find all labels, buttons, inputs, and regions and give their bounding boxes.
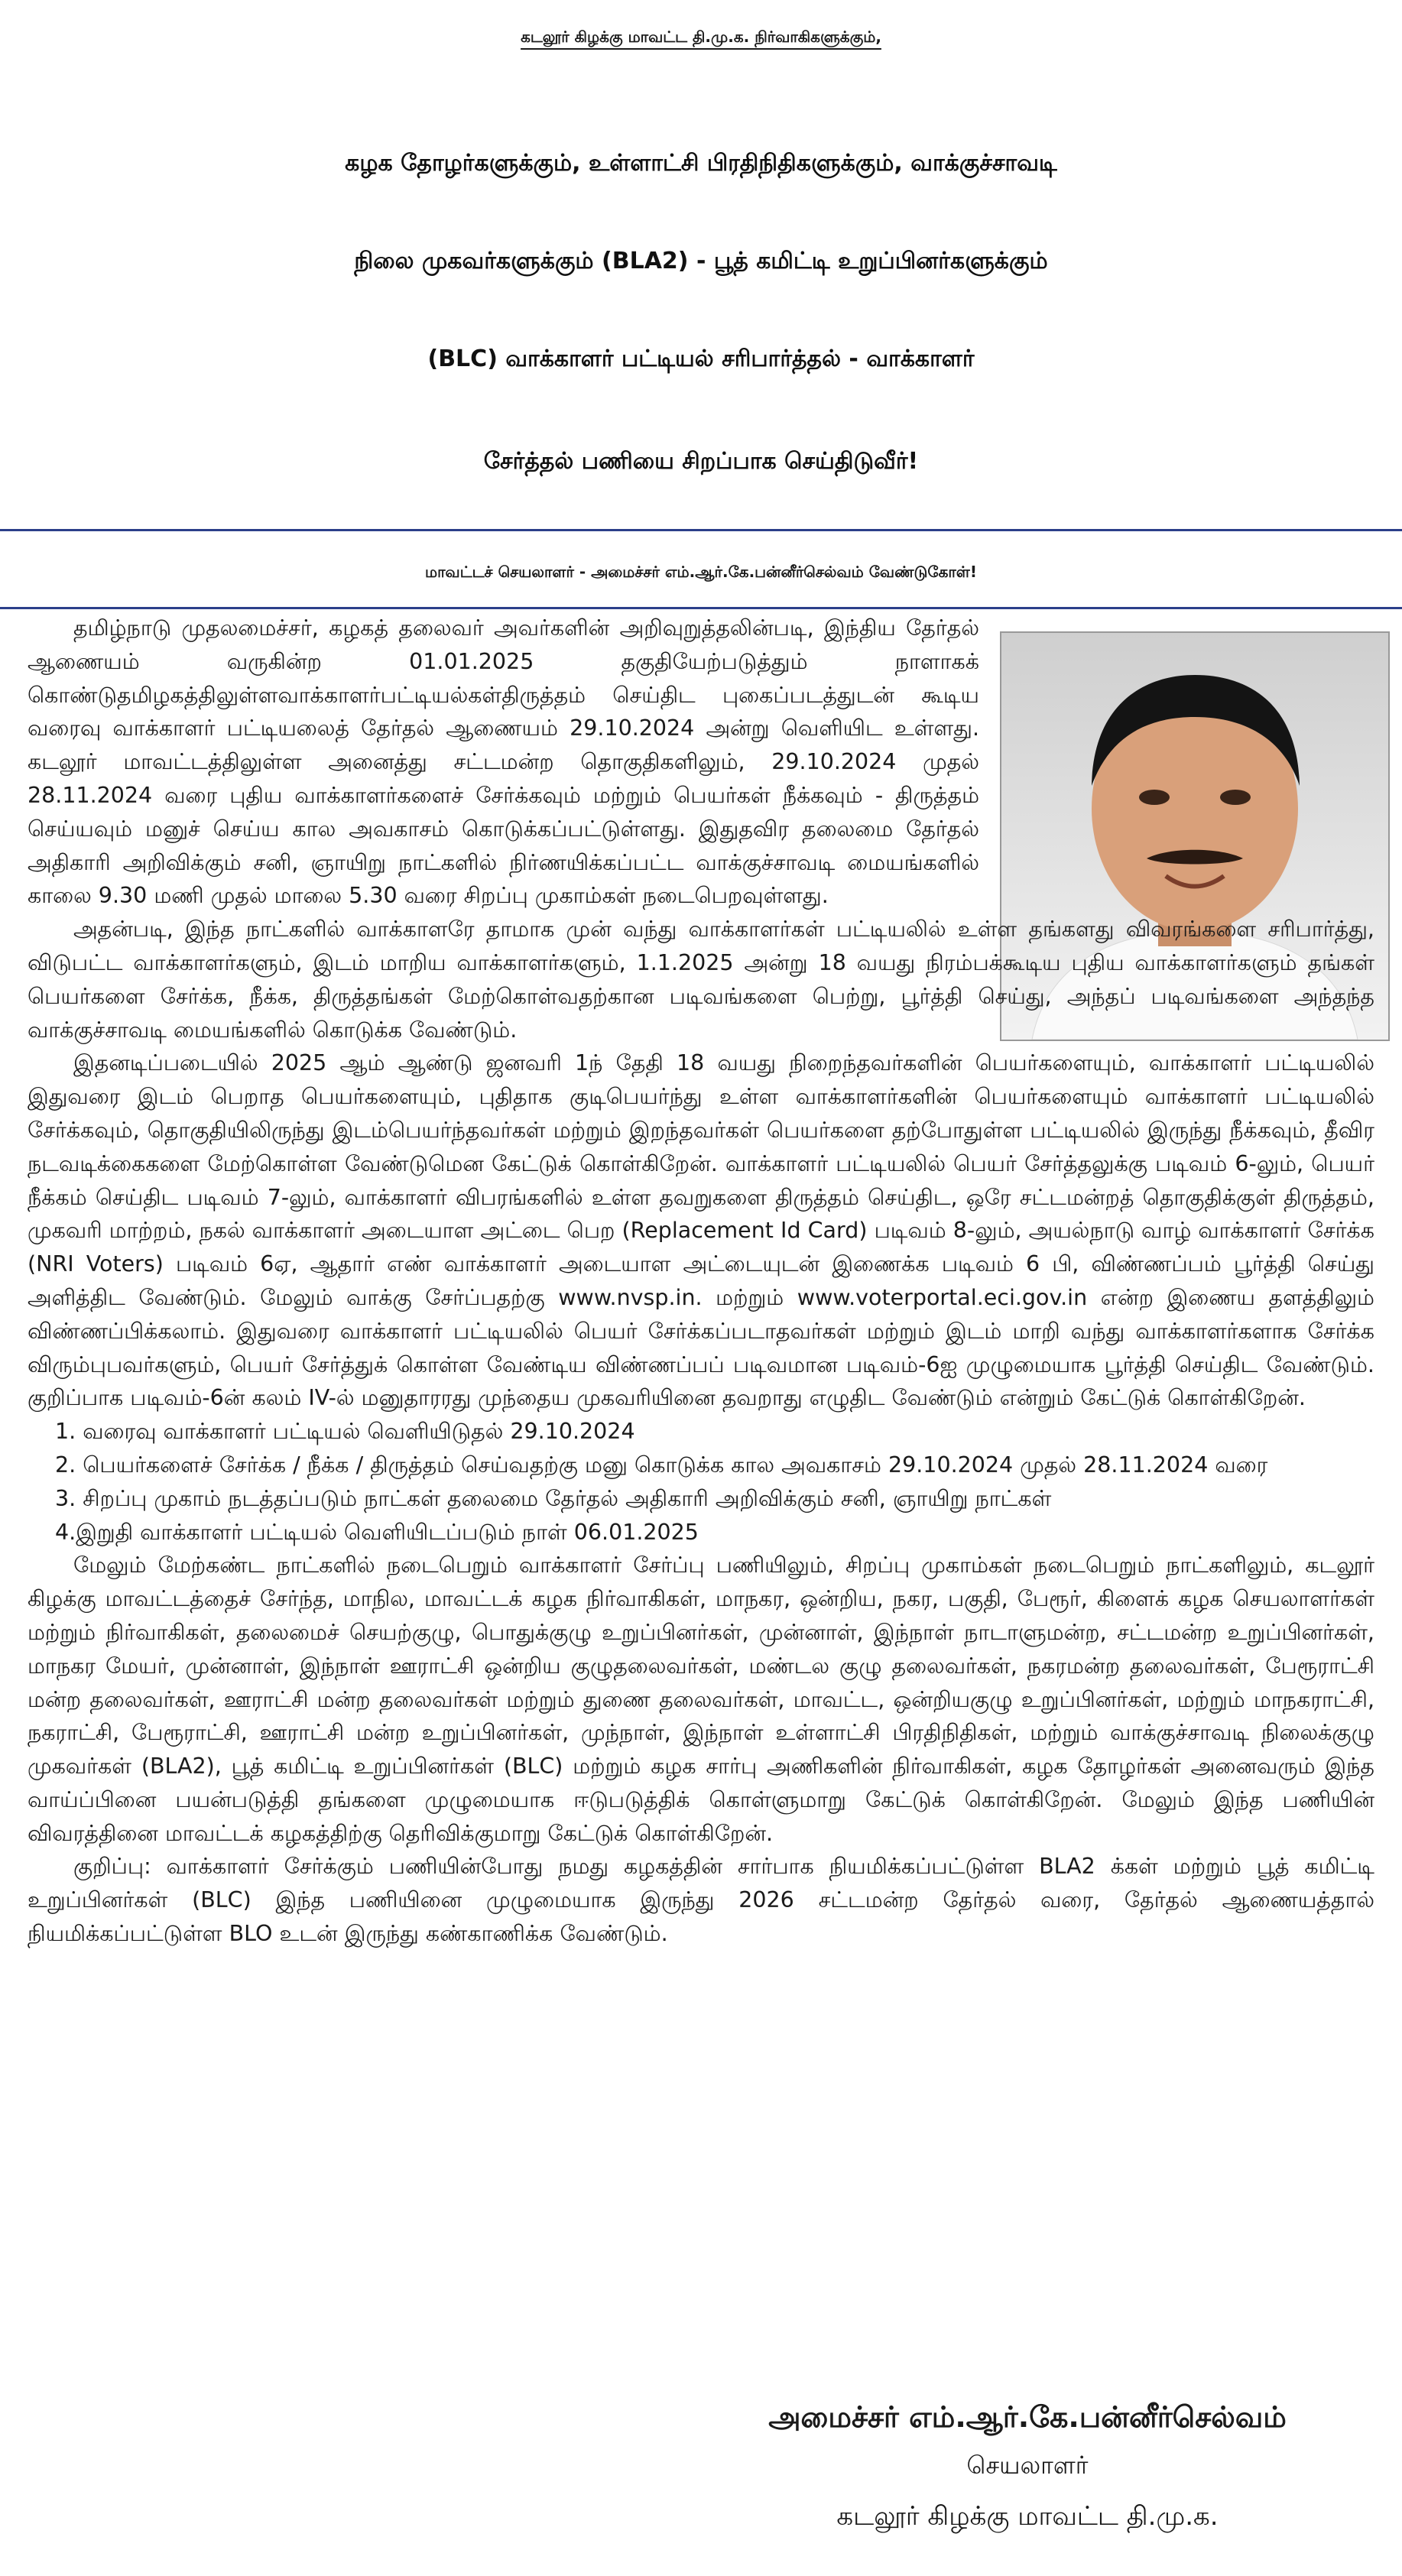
signatory-role: செயலாளர்	[966, 2451, 1089, 2480]
list-item: 3. சிறப்பு முகாம் நடத்தப்படும் நாட்கள் தலைமை தேர்தல் அதிகாரி அறிவிக்கும் சனி, ஞாயிறு நாட்கள்	[55, 1485, 1052, 1511]
subhead: மாவட்டச் செயலாளர் - அமைச்சர் எம்.ஆர்.கே.பன்னீர்செல்வம் வேண்டுகோள்!	[425, 563, 977, 581]
list-item: 2. பெயர்களைச் சேர்க்க / நீக்க / திருத்தம் செய்வதற்கு மனு கொடுக்க கால அவகாசம் 29.10.2024 முதல் 28.11.2024 வரை	[55, 1452, 1268, 1478]
note-paragraph: குறிப்பு: வாக்காளர் சேர்க்கும் பணியின்போது நமது கழகத்தின் சார்பாக நியமிக்கப்பட்டுள்ள BLA2 க்கள் மற்றும் பூத் கமிட்டி உறுப்பினர்கள் (BLC) இந்த பணியினை முழுமையாக இருந்து 2026 சட்டமன்ற தேர்தல் வரை, தேர்தல் ஆணையத்தால் நியமிக்கப்பட்டுள்ள BLO உடன் இருந்து கண்காணிக்க வேண்டும்.	[28, 1854, 1374, 1947]
divider-top	[0, 529, 1402, 531]
headline-line-1: கழக தோழர்களுக்கும், உள்ளாட்சி பிரதிநிதிகளுக்கும், வாக்குச்சாவடி	[345, 150, 1057, 177]
signatory-org: கடலூர் கிழக்கு மாவட்ட தி.மு.க.	[836, 2501, 1219, 2532]
paragraph-2: அதன்படி, இந்த நாட்களில் வாக்காளரே தாமாக முன் வந்து வாக்காளர்கள் பட்டியலில் உள்ள தங்களது விவரங்களை சரிபார்த்து, விடுபட்ட வாக்காளர்களும், இடம் மாறிய வாக்காளர்களும், 1.1.2025 அன்று 18 வயது நிரம்பக்கூடிய புதிய வாக்காளர்களும் தங்கள் பெயர்களை சேர்க்க, நீக்க, திருத்தங்கள் மேற்கொள்வதற்கான படிவங்களை பெற்று, பூர்த்தி செய்து, அந்தப் படிவங்களை அந்தந்த வாக்குச்சாவடி மையங்களில் கொடுக்க வேண்டும்.	[28, 917, 1374, 1043]
headline-line-2: நிலை முகவர்களுக்கும் (BLA2) - பூத் கமிட்டி உறுப்பினர்களுக்கும்	[354, 248, 1048, 274]
headline	[8, 115, 1394, 515]
signatory-name: அமைச்சர் எம்.ஆர்.கே.பன்னீர்செல்வம்	[768, 2400, 1287, 2434]
headline-line-4: சேர்த்தல் பணியை சிறப்பாக செய்திடுவீர்!	[483, 448, 919, 475]
signature-block	[683, 2393, 1371, 2544]
divider-bottom	[0, 607, 1402, 609]
list-item: 1. வரைவு வாக்காளர் பட்டியல் வெளியிடுதல் 29.10.2024	[55, 1419, 635, 1445]
list-item: 4.இறுதி வாக்காளர் பட்டியல் வெளியிடப்படும் நாள் 06.01.2025	[55, 1519, 699, 1545]
paragraph-3: இதனடிப்படையில் 2025 ஆம் ஆண்டு ஜனவரி 1ந் தேதி 18 வயது நிறைந்தவர்களின் பெயர்களையும், வாக்காளர் பட்டியலில் இதுவரை இடம் பெறாத பெயர்களையும், புதிதாக குடிபெயர்ந்து உள்ள வாக்காளர்களின் பெயர்களையும் வாக்காளர் பட்டியலில் சேர்க்கவும், தொகுதியிலிருந்து இடம்பெயர்ந்தவர்கள் மற்றும் இறந்தவர்கள் பெயர்களை தற்போதுள்ள பட்டியலில் இருந்து நீக்கவும், தீவிர நடவடிக்கைகளை மேற்கொள்ள வேண்டுமென கேட்டுக் கொள்கிறேன். வாக்காளர் பட்டியலில் பெயர் சேர்த்தலுக்கு படிவம் 6-லும், பெயர் நீக்கம் செய்திட படிவம் 7-லும், வாக்காளர் விபரங்களில் உள்ள தவறுகளை திருத்தம் செய்திட, ஒரே சட்டமன்றத் தொகுதிக்குள் திருத்தம், முகவரி மாற்றம், நகல் வாக்காளர் அடையாள அட்டை பெற (Replacement Id Card) படிவம் 8-லும், அயல்நாடு வாழ் வாக்காளர் சேர்க்க (NRI Voters) படிவம் 6ஏ, ஆதார் எண் வாக்காளர் அடையாள அட்டையுடன் இணைக்க படிவம் 6 பி, விண்ணப்பம் பூர்த்தி செய்து அளித்திட வேண்டும். மேலும் வாக்கு சேர்ப்பதற்கு www.nvsp.in. மற்றும் www.voterportal.eci.gov.in என்ற இணைய தளத்திலும் விண்ணப்பிக்கலாம். இதுவரை வாக்காளர் பட்டியலில் பெயர் சேர்க்கப்படாதவர்கள் மற்றும் இடம் மாறி வந்து வாக்காளர்களாக சேர்க்க விரும்புபவர்களும், பெயர் சேர்த்துக் கொள்ள வேண்டிய விண்ணப்பப் படிவமான படிவம்-6ஐ முழுமையாக பூர்த்தி செய்திட வேண்டும். குறிப்பாக படிவம்-6ன் கலம் IV-ல் மனுதாரரது முந்தைய முகவரியினை தவறாது எழுதிட வேண்டும் என்றும் கேட்டுக் கொள்கிறேன்.	[28, 1050, 1374, 1411]
schedule-list	[28, 1415, 1374, 1549]
top-line: கடலூர் கிழக்கு மாவட்ட தி.மு.க. நிர்வாகிகளுக்கும்,	[521, 28, 881, 46]
headline-line-3: (BLC) வாக்காளர் பட்டியல் சரிபார்த்தல் - வாக்காளர்	[427, 346, 975, 372]
paragraph-4: மேலும் மேற்கண்ட நாட்களில் நடைபெறும் வாக்காளர் சேர்ப்பு பணியிலும், சிறப்பு முகாம்கள் நடைபெறும் நாட்களிலும், கடலூர் கிழக்கு மாவட்டத்தைச் சேர்ந்த, மாநில, மாவட்டக் கழக நிர்வாகிகள், மாநகர, ஒன்றிய, நகர, பகுதி, பேரூர், கிளைக் கழக செயலாளர்கள் மற்றும் நிர்வாகிகள், தலைமைச் செயற்குழு, பொதுக்குழு உறுப்பினர்கள், முன்னாள், இந்நாள் நாடாளுமன்ற, சட்டமன்ற உறுப்பினர்கள், மாநகர மேயர், முன்னாள், இந்நாள் ஊராட்சி ஒன்றிய குழுதலைவர்கள், மண்டல குழு தலைவர்கள், நகரமன்ற தலைவர்கள், பேரூராட்சி மன்ற தலைவர்கள், ஊராட்சி மன்ற தலைவர்கள் மற்றும் துணை தலைவர்கள், மாவட்ட, ஒன்றியகுழு உறுப்பினர்கள், மற்றும் மாநகராட்சி, நகராட்சி, பேரூராட்சி, ஊராட்சி மன்ற உறுப்பினர்கள், முந்நாள், இந்நாள் உள்ளாட்சி பிரதிநிதிகள், மற்றும் வாக்குச்சாவடி நிலைக்குழு முகவர்கள் (BLA2), பூத் கமிட்டி உறுப்பினர்கள் (BLC) மற்றும் கழக சார்பு அணிகளின் நிர்வாகிகள், கழக தோழர்கள் அனைவரும் இந்த வாய்ப்பினை பயன்படுத்தி தங்களை முழுமையாக ஈடுபடுத்திக் கொள்ளுமாறு கேட்டுக் கொள்கிறேன். மேலும் இந்த பணியின் விவரத்தினை மாவட்டக் கழகத்திற்கு தெரிவிக்குமாறு கேட்டுக் கொள்கிறேன்.	[28, 1552, 1374, 1846]
article-body	[28, 612, 1374, 1951]
paragraph-1: தமிழ்நாடு முதலமைச்சர், கழகத் தலைவர் அவர்களின் அறிவுறுத்தலின்படி, இந்திய தேர்தல் ஆணையம் வருகின்ற 01.01.2025 தகுதியேற்படுத்தும் நாளாகக் கொண்டுதமிழகத்திலுள்ளவாக்காளர்பட்டியல்கள்திருத்தம் செய்திட புகைப்படத்துடன் கூடிய வரைவு வாக்காளர் பட்டியலைத் தேர்தல் ஆணையம் 29.10.2024 அன்று வெளியிட உள்ளது. கடலூர் மாவட்டத்திலுள்ள அனைத்து சட்டமன்ற தொகுதிகளிலும், 29.10.2024 முதல் 28.11.2024 வரை புதிய வாக்காளர்களைச் சேர்க்கவும் மற்றும் பெயர்கள் நீக்கவும் - திருத்தம் செய்யவும் மனுச் செய்ய கால அவகாசம் கொடுக்கப்பட்டுள்ளது. இதுதவிர தலைமை தேர்தல் அதிகாரி அறிவிக்கும் சனி, ஞாயிறு நாட்களில் நிர்ணயிக்கப்பட்ட வாக்குச்சாவடி மையங்களில் காலை 9.30 மணி முதல் மாலை 5.30 வரை சிறப்பு முகாம்கள் நடைபெறவுள்ளது.	[28, 615, 979, 909]
